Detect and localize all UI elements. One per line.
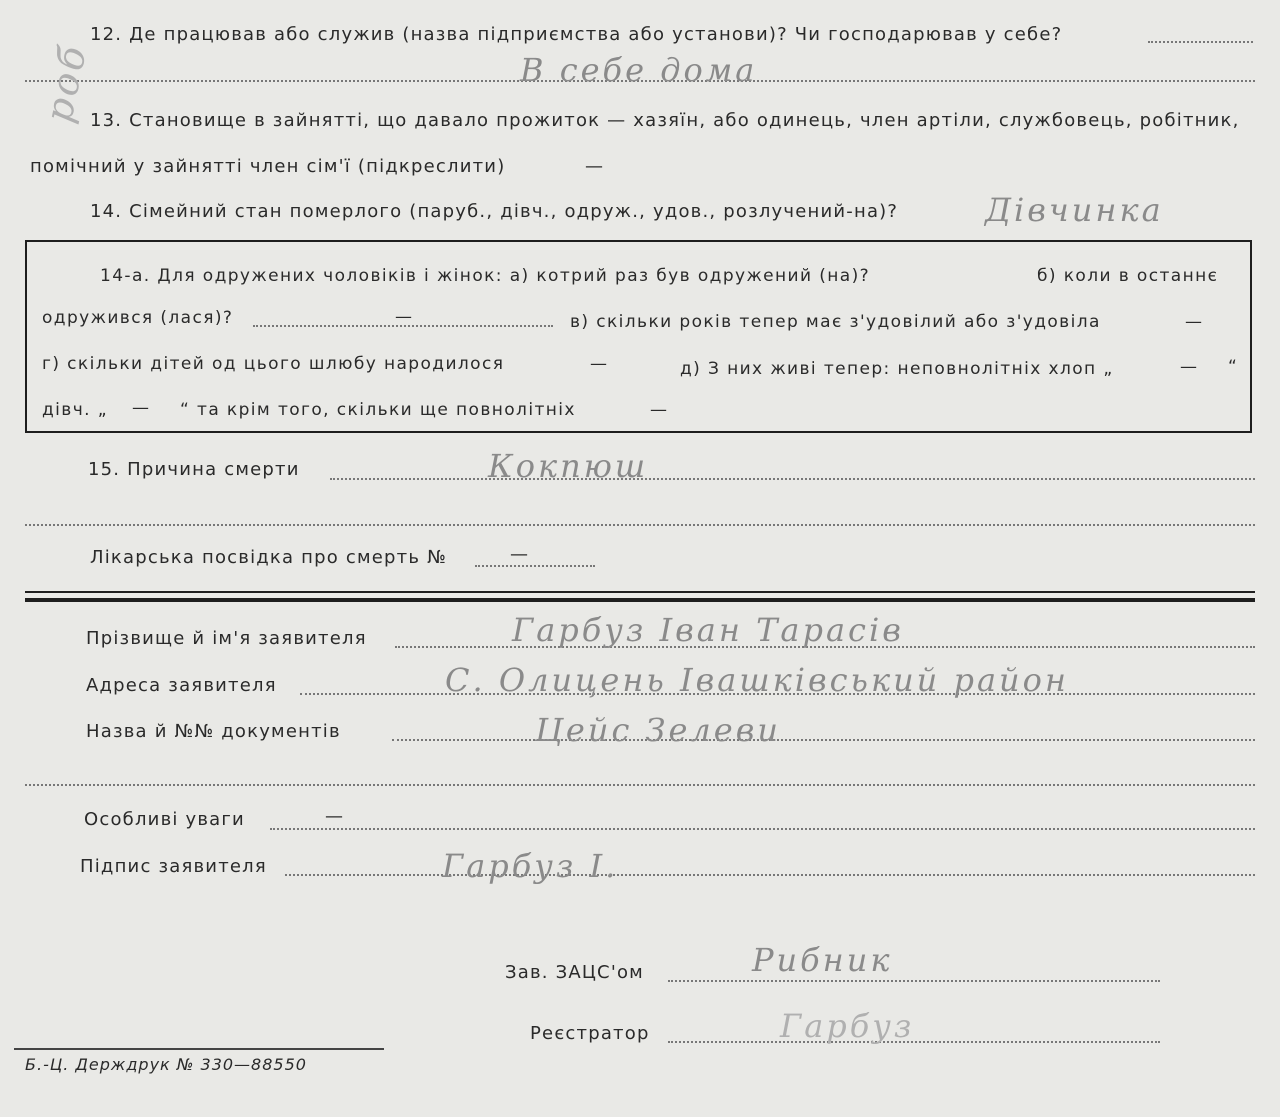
q14-handwritten-answer: Дівчинка <box>985 191 1164 229</box>
medical-label: Лікарська посвідка про смерть № <box>90 547 447 568</box>
q14a-line4-dash: — <box>132 398 151 418</box>
q14a-line3c: “ <box>1228 357 1239 377</box>
q14a-line2b: в) скільки років тепер має з'удовілий або з'удовіла <box>570 312 1101 332</box>
q15-handwritten-answer: Кокпюш <box>488 447 649 485</box>
q14-label: 14. Сімейний стан померлого (паруб., дівч., одруж., удов., розлучений-на)? <box>90 201 899 222</box>
separator-thick <box>25 598 1255 602</box>
q12-handwritten-answer: В себе дома <box>520 51 758 89</box>
applicant-docs-line <box>392 739 1255 741</box>
applicant-notes-value: — <box>325 806 345 827</box>
applicant-address-value: С. Олицень Івашківський район <box>445 661 1069 699</box>
q15-answer-line <box>330 478 1255 480</box>
q14a-line4a: дівч. „ <box>42 400 108 420</box>
q13-label-line2: помічний у зайнятті член сім'ї (підкреслити) <box>30 156 506 177</box>
applicant-name-value: Гарбуз Іван Тарасів <box>512 611 904 649</box>
applicant-signature-label: Підпис заявителя <box>80 856 267 877</box>
applicant-docs-label: Назва й №№ документів <box>86 721 341 742</box>
footer-imprint: Б.-Ц. Держдрук № 330—88550 <box>25 1055 307 1074</box>
q14a-line2a: одружився (лася)? <box>42 308 234 328</box>
q13-label-line1: 13. Становище в зайнятті, що давало прожиток — хазяїн, або одинець, член артіли, службовець, робітник, <box>90 110 1240 131</box>
applicant-signature-value: Гарбуз І. <box>442 847 619 885</box>
q14a-line1b: б) коли в останнє <box>1037 266 1219 286</box>
q14a-line3a: г) скільки дітей од цього шлюбу народилося <box>42 354 505 374</box>
registrar-label: Реєстратор <box>530 1023 650 1044</box>
q14a-line3-dash2: — <box>1180 357 1199 377</box>
q15-label: 15. Причина смерти <box>88 459 300 480</box>
separator-thin <box>25 591 1255 593</box>
q14a-line4b: “ та крім того, скільки ще повнолітніх <box>180 400 576 420</box>
q13-answer: — <box>585 156 605 177</box>
q14a-line4-dash2: — <box>650 400 669 420</box>
q14a-line3b: д) З них живі тепер: неповнолітніх хлоп „ <box>680 359 1114 379</box>
q14a-line3-dash: — <box>590 354 609 374</box>
q12-label: 12. Де працював або служив (назва підприємства або установи)? Чи господарював у себе? <box>90 24 1063 45</box>
q14a-line2-dash-right: — <box>1185 312 1204 332</box>
applicant-name-label: Прізвище й ім'я заявителя <box>86 628 367 649</box>
applicant-notes-label: Особливі уваги <box>84 809 245 830</box>
q12-dotted-line <box>1148 41 1253 43</box>
applicant-address-label: Адреса заявителя <box>86 675 277 696</box>
applicant-docs-value: Цейс Зелеви <box>535 711 781 749</box>
medical-answer: — <box>510 544 530 565</box>
head-label: Зав. ЗАЦС'ом <box>505 962 644 983</box>
registrar-signature: Гарбуз <box>780 1007 915 1045</box>
applicant-signature-line <box>285 874 1255 876</box>
margin-note: роб <box>36 39 96 127</box>
head-signature-line <box>668 980 1160 982</box>
medical-dots <box>475 565 595 567</box>
applicant-docs-second-line <box>25 784 1255 786</box>
footer-rule <box>14 1048 384 1050</box>
q14a-line2-dash: — <box>395 307 414 327</box>
head-signature: Рибник <box>752 941 893 979</box>
q15-second-line <box>25 524 1255 526</box>
q14a-line1: 14-а. Для одружених чоловіків і жінок: а) котрий раз був одружений (на)? <box>100 266 871 286</box>
applicant-notes-line <box>270 828 1255 830</box>
